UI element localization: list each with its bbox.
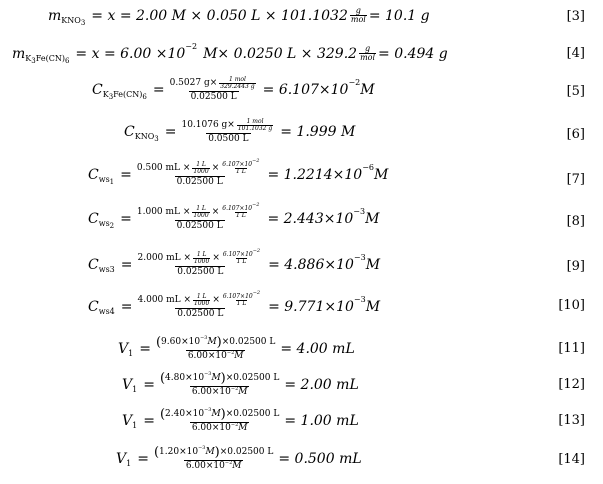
- main-fraction: ( 4.80×10 −3 M ) ×0.02500 L $6.00\times 10^{-2}M$: [159, 371, 280, 397]
- equation-10-expression: C ws4 = 4.000 mL × $\frac{1 L}{1000}$ × $6.107\times 10^{-2}$ 1 L 0.02500 L = 9.771×10 −3 M: [88, 290, 381, 319]
- unit: M: [373, 166, 389, 183]
- concentration-symbol: C: [88, 256, 99, 273]
- subscript: K3Fe(CN)6: [25, 53, 70, 65]
- exponent: −3: [353, 294, 366, 304]
- mass-symbol: m: [12, 45, 26, 62]
- unit: M: [360, 81, 375, 98]
- subscript: KNO3: [61, 15, 86, 27]
- result-text: = 4.00 mL: [280, 340, 355, 357]
- unit-fraction: $\frac{g}{\text{mol}}$: [350, 6, 366, 24]
- main-fraction: ( 2.40×10 −3 M ) ×0.02500 L $6.00\times 10^{-2}M$: [159, 407, 280, 433]
- concentration-symbol: C: [88, 166, 99, 183]
- result-text: = 1.999 M: [280, 123, 356, 140]
- equation-6: [0, 114, 603, 154]
- equation-number: [4]: [566, 46, 585, 61]
- equation-9-expression: C ws3 = 2.000 mL × $\frac{1 L}{1000}$ × $6.107\times 10^{-2}$ 1 L 0.02500 L = 4.886×10 −3 M: [88, 248, 381, 277]
- rhs-text: = x = 6.00 ×10: [75, 45, 186, 62]
- equation-10: [0, 288, 603, 330]
- result-text: = 2.443×10: [267, 210, 354, 227]
- main-fraction: ( 9.60×10 −3 M ) ×0.02500 L $6.00\times 10^{-2}M$: [155, 335, 276, 361]
- subscript: ws4: [98, 306, 115, 316]
- result-text: = 9.771×10: [268, 298, 354, 315]
- subscript: ws3: [98, 264, 115, 274]
- equation-11: [0, 332, 603, 368]
- main-fraction: 4.000 mL × $\frac{1 L}{1000}$ × $6.107\times 10^{-2}$ 1 L 0.02500 L: [137, 290, 261, 319]
- result-text: = 0.494 g: [378, 45, 448, 62]
- rhs-text-2: M× 0.0250 L × 329.2: [203, 45, 358, 62]
- concentration-symbol: C: [124, 123, 135, 140]
- equation-8: [0, 200, 603, 242]
- equation-7-expression: C ws1 = 0.500 mL × $\frac{1 L}{1000}$ × $6.107\times 10^{-2}$ 1 L 0.02500 L = 1.2214×10 −6 M: [88, 158, 389, 187]
- exponent: −3: [353, 206, 366, 216]
- equation-11-expression: V 1 = ( 9.60×10 −3 M ) ×0.02500 L $6.00\times 10^{-2}M$ = 4.00 mL: [118, 335, 355, 361]
- main-fraction: 0.5027 g× 1 mol 329.2443 g 0.02500 L: [169, 76, 255, 102]
- equation-number: [6]: [566, 127, 585, 142]
- volume-symbol: V: [122, 412, 133, 429]
- equation-number: [10]: [558, 298, 585, 313]
- equation-3: [0, 0, 603, 34]
- result-text: = 2.00 mL: [284, 376, 359, 393]
- main-fraction: 2.000 mL × $\frac{1 L}{1000}$ × $6.107\times 10^{-2}$ 1 L 0.02500 L: [137, 248, 261, 277]
- equation-12: [0, 368, 603, 404]
- subscript: K3Fe(CN)6: [102, 89, 147, 101]
- equation-14-expression: V 1 = ( 1.20×10 −3 M ) ×0.02500 L $6.00\times 10^{-2}M$ = 0.500 mL: [116, 445, 362, 471]
- subscript: 1: [126, 458, 132, 468]
- result-text: = 4.886×10: [268, 256, 354, 273]
- main-fraction: ( 1.20×10 −3 M ) ×0.02500 L $6.00\times 10^{-2}M$: [153, 445, 274, 471]
- exponent: −6: [362, 162, 374, 172]
- equation-9: [0, 246, 603, 288]
- equation-number: [11]: [558, 341, 585, 356]
- subscript: ws1: [98, 174, 115, 186]
- subscript: 1: [132, 384, 138, 394]
- rhs-text: = x = 2.00 M × 0.050 L × 101.1032: [91, 7, 348, 24]
- equation-5-expression: C K3Fe(CN)6 = 0.5027 g× 1 mol 329.2443 g 0.02500 L = 6.107×10 −2 M: [92, 76, 375, 102]
- volume-symbol: V: [116, 450, 127, 467]
- equation-number: [3]: [566, 9, 585, 24]
- exponent: −3: [353, 252, 366, 262]
- result-text: = 1.2214×10: [267, 166, 363, 183]
- result-text: = 10.1 g: [368, 7, 430, 24]
- equation-number: [8]: [566, 214, 585, 229]
- unit-fraction: $\frac{g}{\text{mol}}$: [360, 44, 376, 62]
- concentration-symbol: C: [88, 298, 99, 315]
- exponent: −2: [348, 77, 361, 87]
- equation-number: [5]: [566, 84, 585, 99]
- result-text: = 1.00 mL: [284, 412, 359, 429]
- unit: M: [365, 210, 380, 227]
- main-fraction: 1.000 mL × $\frac{1 L}{1000}$ × $6.107\times 10^{-2}$ 1 L 0.02500 L: [136, 202, 260, 231]
- subscript: ws2: [98, 218, 115, 230]
- volume-symbol: V: [122, 376, 133, 393]
- volume-symbol: V: [118, 340, 129, 357]
- main-fraction: 0.500 mL × $\frac{1 L}{1000}$ × $6.107\times 10^{-2}$ 1 L 0.02500 L: [136, 158, 260, 187]
- concentration-symbol: C: [88, 210, 99, 227]
- unit: M: [365, 256, 381, 273]
- equation-6-expression: C KNO3 = 10.1076 g× 1 mol 101.1032 g 0.0500 L = 1.999 M: [124, 118, 356, 144]
- subscript: 1: [132, 420, 138, 430]
- result-text: = 0.500 mL: [278, 450, 362, 467]
- equation-number: [7]: [566, 172, 585, 187]
- main-fraction: 10.1076 g× 1 mol 101.1032 g 0.0500 L: [181, 118, 273, 144]
- subscript: 1: [128, 348, 134, 358]
- equation-number: [9]: [566, 259, 585, 274]
- equation-5: [0, 72, 603, 112]
- equation-12-expression: V 1 = ( 4.80×10 −3 M ) ×0.02500 L $6.00\times 10^{-2}M$ = 2.00 mL: [122, 371, 359, 397]
- subscript: KNO3: [134, 131, 159, 143]
- equation-4-expression: [12, 41, 448, 65]
- equation-number: [14]: [558, 452, 585, 467]
- equation-14: [0, 442, 603, 482]
- equation-4: [0, 36, 603, 72]
- equation-number: [13]: [558, 413, 585, 428]
- result-text: = 6.107×10: [262, 81, 349, 98]
- equation-8-expression: C ws2 = 1.000 mL × $\frac{1 L}{1000}$ × $6.107\times 10^{-2}$ 1 L 0.02500 L = 2.443×10 −3 M: [88, 202, 380, 231]
- equation-3-expression: [48, 6, 430, 27]
- equation-7: [0, 156, 603, 198]
- mass-symbol: m: [48, 7, 62, 24]
- equation-13-expression: V 1 = ( 2.40×10 −3 M ) ×0.02500 L $6.00\times 10^{-2}M$ = 1.00 mL: [122, 407, 359, 433]
- exponent: −2: [185, 41, 198, 51]
- concentration-symbol: C: [92, 81, 103, 98]
- equation-number: [12]: [558, 377, 585, 392]
- equation-13: [0, 404, 603, 440]
- unit: M: [365, 298, 381, 315]
